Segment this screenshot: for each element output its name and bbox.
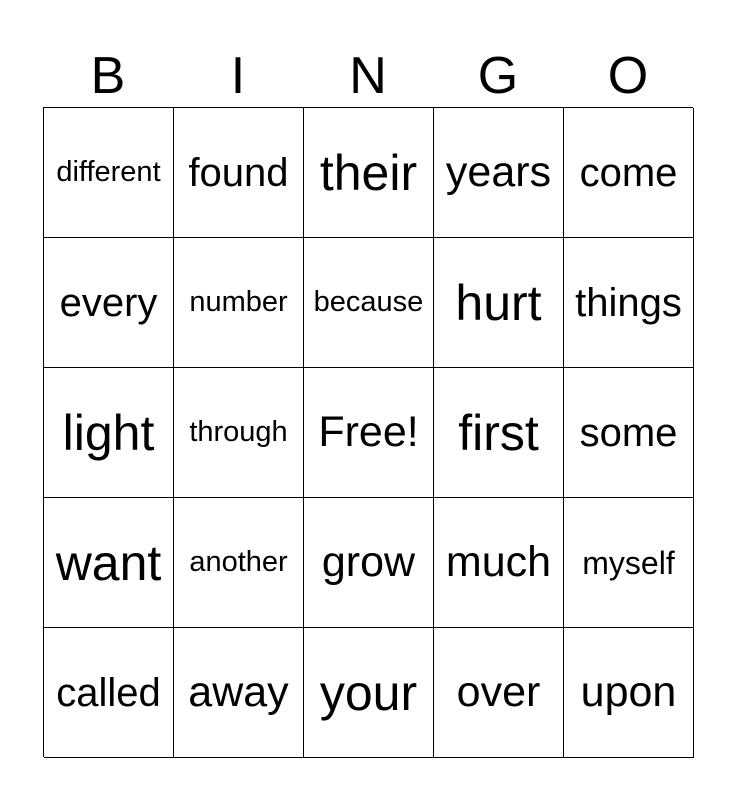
bingo-cell[interactable]: some: [564, 368, 694, 498]
header-letter-i: I: [230, 47, 246, 105]
bingo-cell[interactable]: things: [564, 238, 694, 368]
bingo-cell[interactable]: over: [434, 628, 564, 758]
bingo-cell[interactable]: grow: [304, 498, 434, 628]
bingo-cell[interactable]: their: [304, 108, 434, 238]
bingo-header: [43, 44, 693, 108]
bingo-cell[interactable]: away: [174, 628, 304, 758]
bingo-cell[interactable]: first: [434, 368, 564, 498]
bingo-cell[interactable]: through: [174, 368, 304, 498]
bingo-cell[interactable]: your: [304, 628, 434, 758]
bingo-cell[interactable]: light: [44, 368, 174, 498]
header-letter-g: G: [477, 47, 519, 105]
bingo-cell[interactable]: come: [564, 108, 694, 238]
bingo-cell[interactable]: found: [174, 108, 304, 238]
bingo-cell[interactable]: another: [174, 498, 304, 628]
bingo-cell[interactable]: myself: [564, 498, 694, 628]
bingo-cell[interactable]: different: [44, 108, 174, 238]
bingo-cell[interactable]: want: [44, 498, 174, 628]
bingo-cell[interactable]: called: [44, 628, 174, 758]
bingo-board: [43, 107, 693, 757]
header-letter-o: O: [607, 47, 649, 105]
header-letter-b: B: [90, 47, 126, 105]
bingo-cell[interactable]: number: [174, 238, 304, 368]
header-letter-n: N: [349, 47, 387, 105]
bingo-cell[interactable]: years: [434, 108, 564, 238]
bingo-cell[interactable]: much: [434, 498, 564, 628]
bingo-cell[interactable]: every: [44, 238, 174, 368]
bingo-cell[interactable]: because: [304, 238, 434, 368]
bingo-cell[interactable]: upon: [564, 628, 694, 758]
bingo-cell-free[interactable]: Free!: [304, 368, 434, 498]
bingo-cell[interactable]: hurt: [434, 238, 564, 368]
